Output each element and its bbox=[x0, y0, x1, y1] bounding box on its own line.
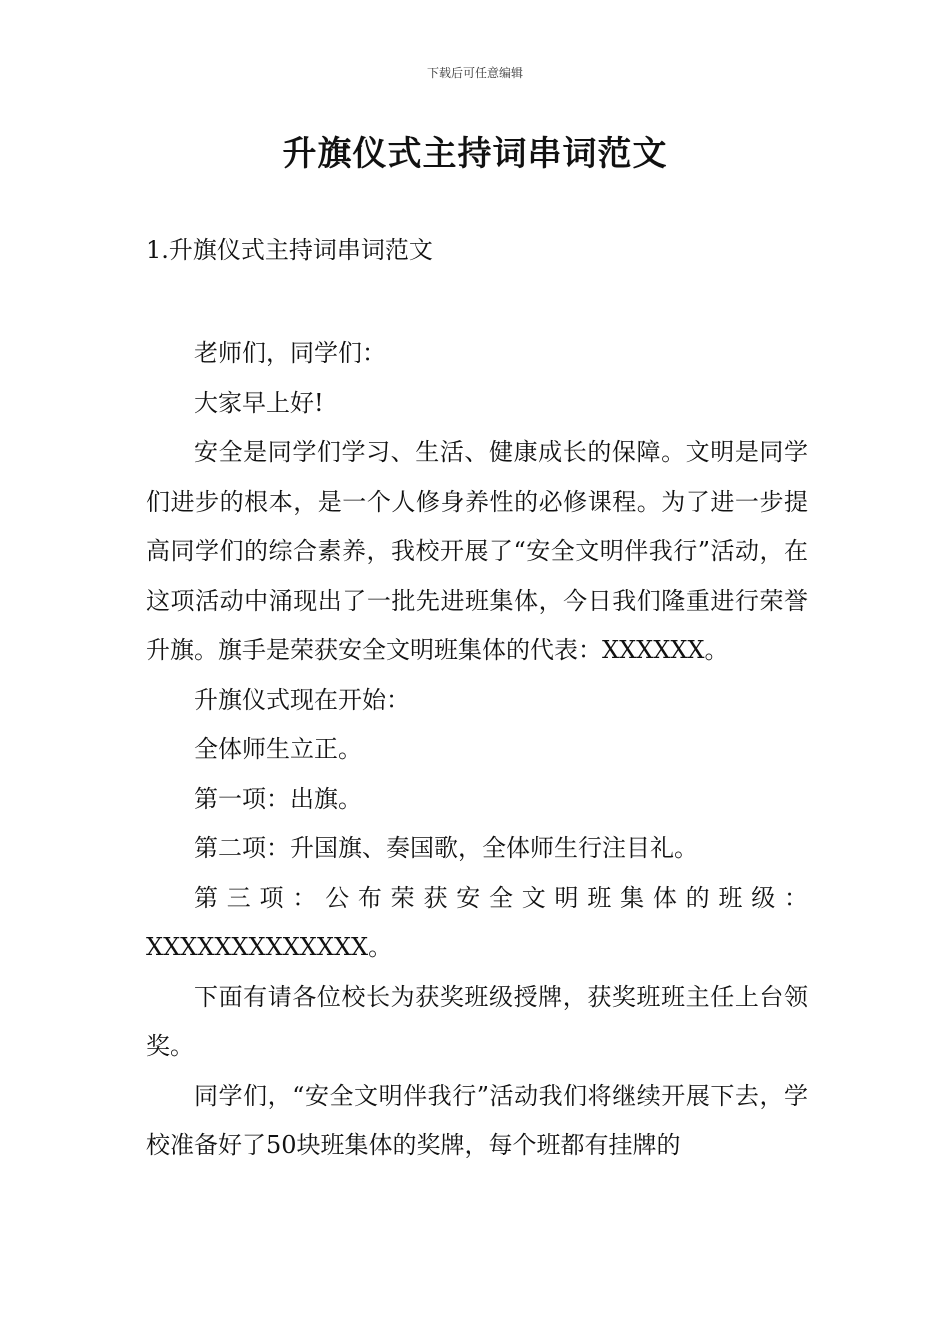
paragraph-item-three bbox=[146, 874, 808, 973]
header-note: 下载后可任意编辑 bbox=[426, 66, 523, 80]
paragraph-greeting: 老师们，同学们： bbox=[194, 339, 386, 367]
item-three-line: 第三项：公布荣获安全文明班集体的班级： bbox=[194, 883, 808, 912]
paragraph-ceremony-start: 升旗仪式现在开始： bbox=[194, 685, 410, 714]
paragraph-stand: 全体师生立正。 bbox=[194, 735, 362, 763]
paragraph-item-two: 第二项：升国旗、奏国歌，全体师生行注目礼。 bbox=[194, 834, 698, 862]
paragraph-continue: 同学们，“安全文明伴我行”活动我们将继续开展下去，学校准备好了50块班集体的奖牌，每个班都有挂牌的 bbox=[146, 1081, 808, 1159]
item-three-classes: XXXXXXXXXXXXX。 bbox=[146, 933, 393, 961]
section-heading: 1.升旗仪式主持词串词范文 bbox=[146, 236, 433, 264]
paragraph-good-morning: 大家早上好! bbox=[194, 388, 324, 417]
document-body bbox=[146, 329, 808, 1171]
paragraph-award: 下面有请各位校长为获奖班级授牌，获奖班班主任上台领奖。 bbox=[146, 982, 808, 1060]
paragraph-intro: 安全是同学们学习、生活、健康成长的保障。文明是同学们进步的根本，是一个人修身养性的必修课程。为了进一步提高同学们的综合素养，我校开展了“安全文明伴我行”活动，在这项活动中涌现出了一批先进班集体，今日我们隆重进行荣誉升旗。旗手是荣获安全文明班集体的代表：XXXXXX。 bbox=[146, 438, 808, 664]
document-title: 升旗仪式主持词串词范文 bbox=[282, 134, 668, 174]
paragraph-item-one: 第一项：出旗。 bbox=[194, 784, 362, 813]
